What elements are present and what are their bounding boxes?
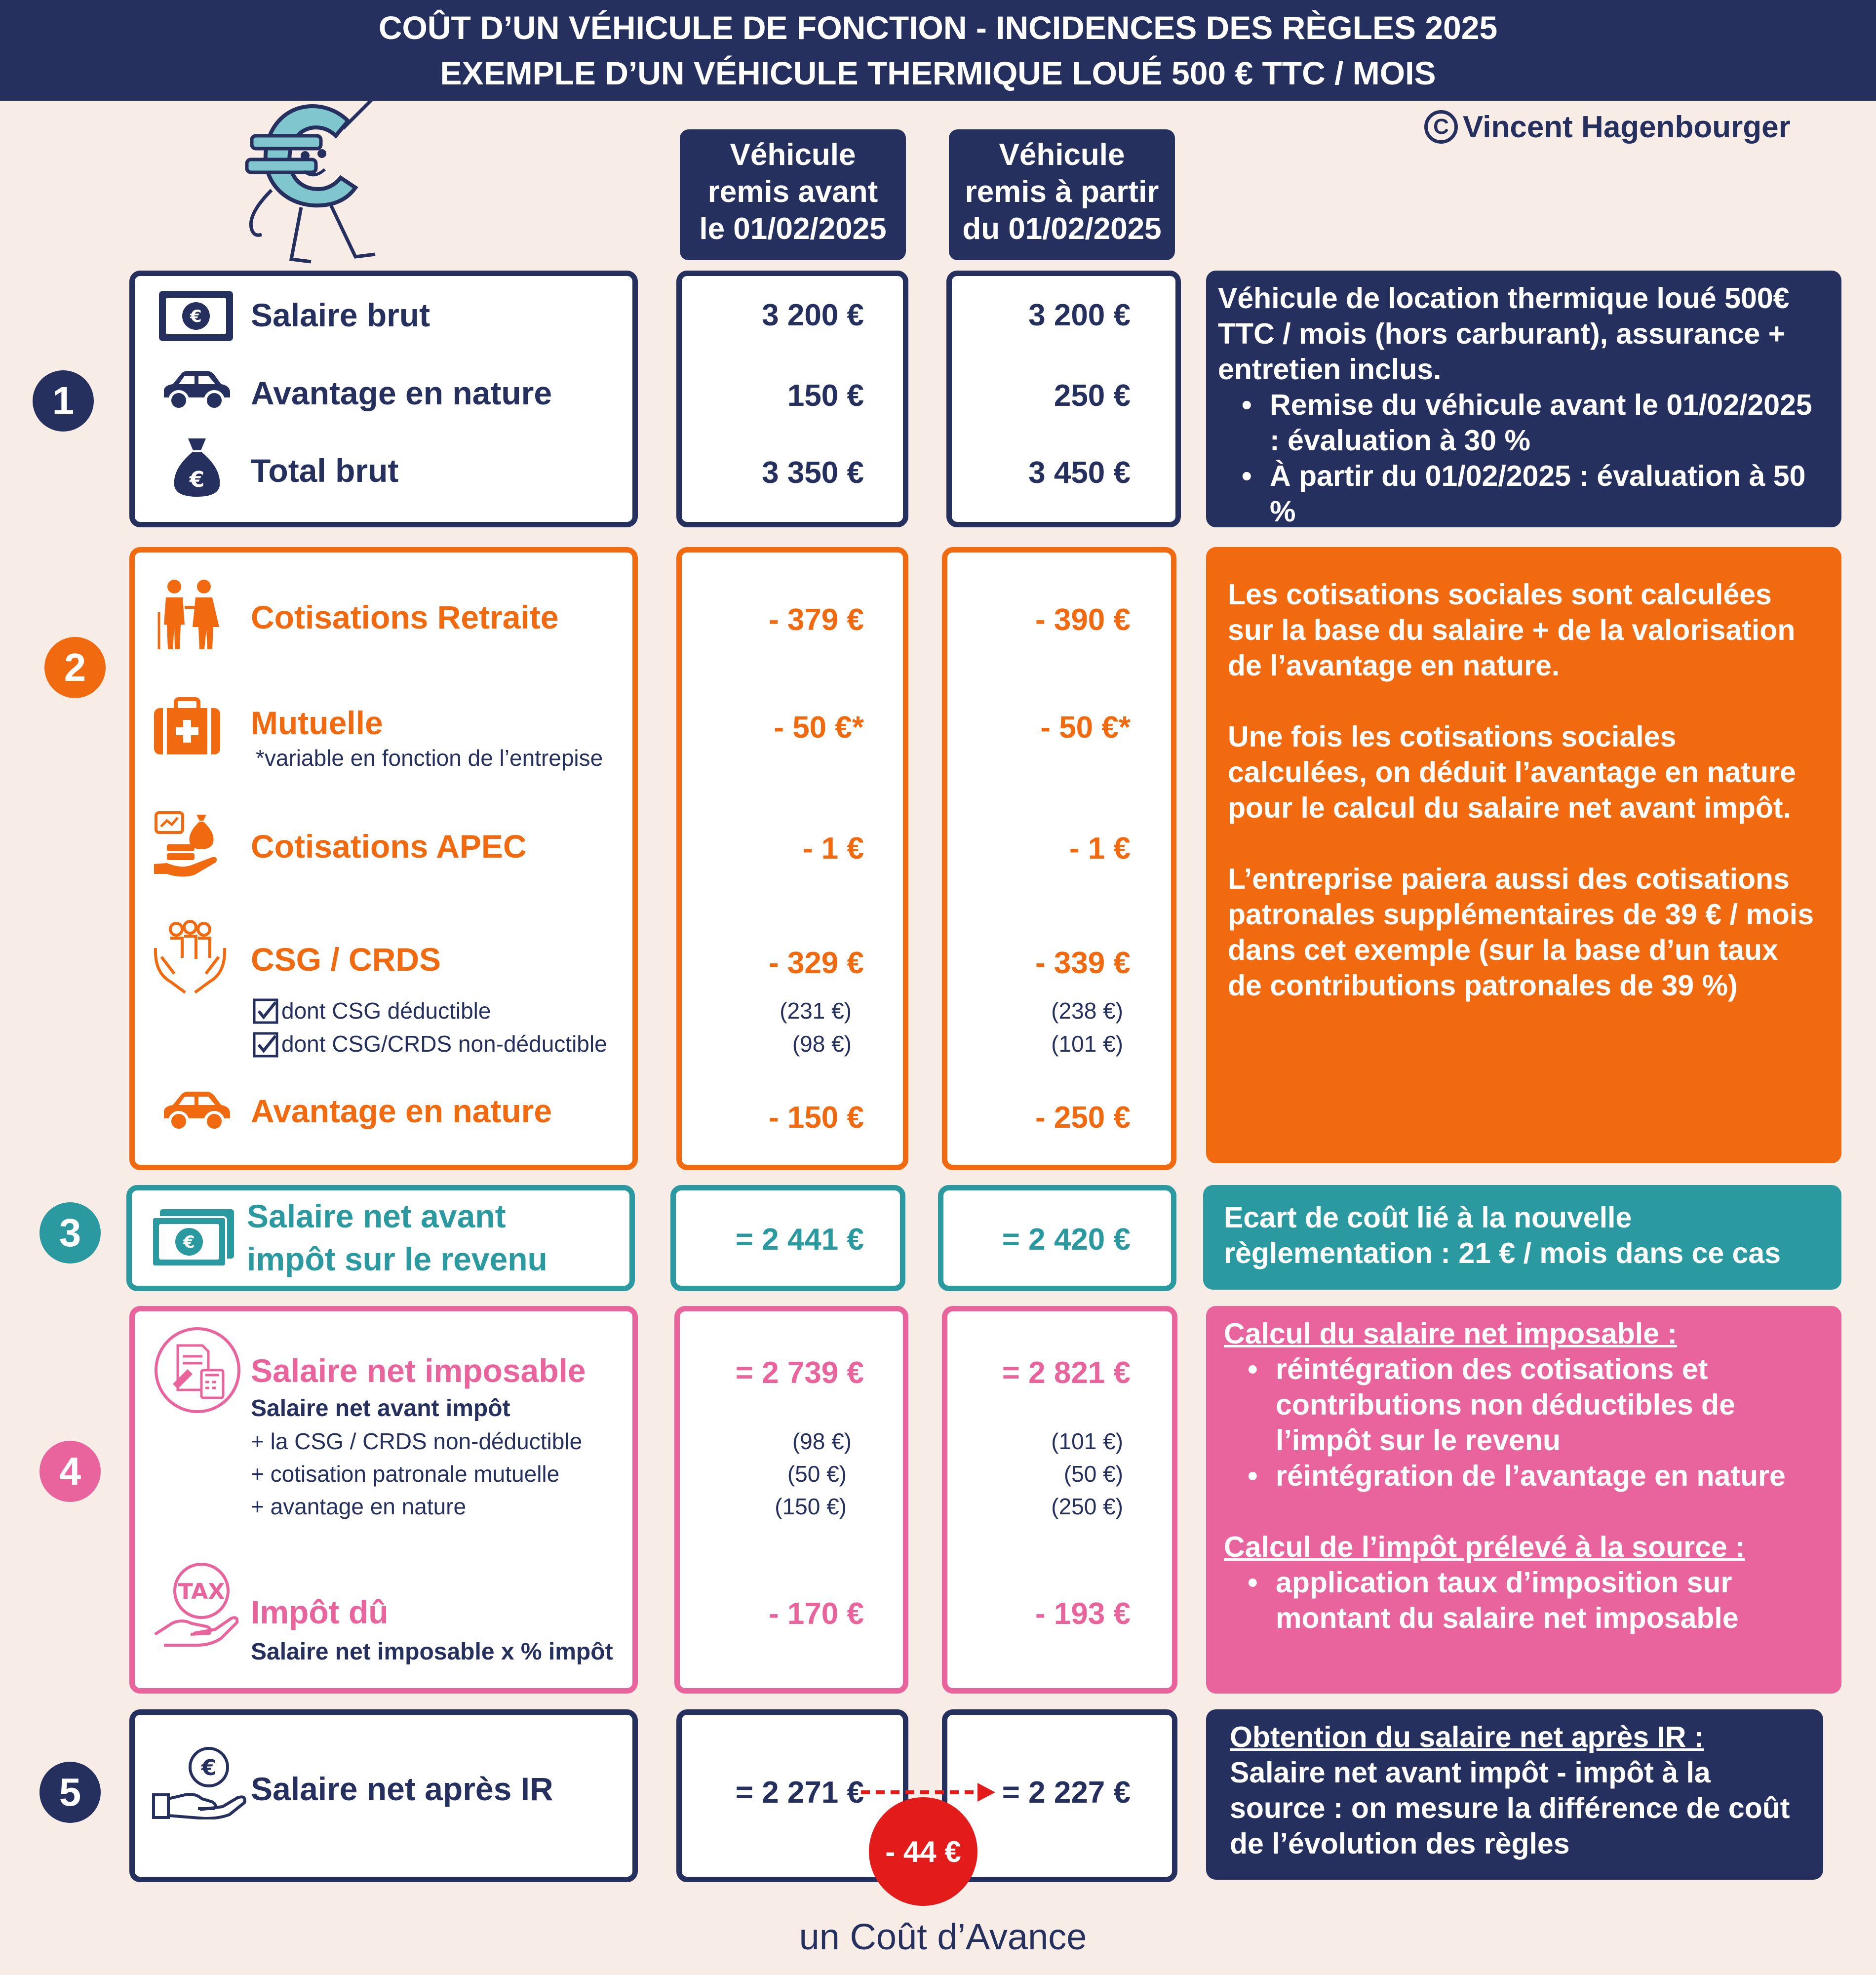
section-5-note [1206,1709,1823,1880]
total-brut-before: 3 350 € [762,456,864,490]
avantage-nature-deduction-after: - 250 € [1035,1101,1131,1135]
salaire-brut-label: Salaire brut [251,297,430,333]
apec-before: - 1 € [802,831,864,866]
payslip-calculator-icon [153,1326,242,1415]
imposable-detail-3-before: (150 €) [775,1494,847,1519]
avantage-nature-after: 250 € [1054,379,1131,413]
svg-text:€: € [201,1755,217,1780]
banknote-icon [150,1207,236,1269]
section-4-note-title-2: Calcul de l’impôt prélevé à la source : [1224,1531,1745,1563]
net-imposable-subtitle: Salaire net avant impôt [251,1395,510,1422]
section-5-note-text: Salaire net avant impôt - impôt à la source : on mesure la différence de coût de l’évolution des règles [1230,1756,1790,1860]
avantage-nature-before: 150 € [787,379,864,413]
mutuelle-before: - 50 €* [774,711,864,745]
mutuelle-after: - 50 €* [1040,711,1131,745]
apec-after: - 1 € [1069,831,1131,866]
csg-before: - 329 € [768,946,864,980]
csg-detail-1-after: (238 €) [1051,998,1123,1024]
section-5-number: 5 [39,1762,101,1823]
car-icon [159,1089,233,1133]
column-header-after: Véhicule remis à partir du 01/02/2025 [949,129,1175,260]
csg-detail-2-after: (101 €) [1051,1031,1123,1057]
impot-du-subtitle: Salaire net imposable x % impôt [251,1639,613,1665]
mutuelle-footnote: *variable en fonction de l’entrepise [256,745,603,771]
csg-detail-2-before: (98 €) [792,1031,852,1057]
section-4-number: 4 [39,1441,101,1502]
tax-hand-icon [152,1560,241,1649]
imposable-detail-1-label: + la CSG / CRDS non-déductible [251,1428,583,1454]
imposable-detail-1-after: (101 €) [1051,1428,1123,1454]
difference-badge: - 44 € [869,1797,977,1906]
section-4-note-bullet-2: • réintégration de l’avantage en nature [1224,1458,1824,1494]
section-2-note [1206,547,1841,1163]
avantage-nature-deduction-before: - 150 € [768,1101,864,1135]
checkbox-checked-icon [253,1032,278,1058]
section-1-note-bullet-1: • Remise du véhicule avant le 01/02/2025 : évaluation à 30 % [1218,387,1830,458]
section-2-note-p3: L’entreprise paiera aussi des cotisations patronales supplémentaires de 39 € / mois dans cet exemple (sur la base d’un taux de contributions patronales de 39 %) [1228,863,1814,1002]
retraite-after: - 390 € [1035,603,1131,637]
net-imposable-before: = 2 739 € [735,1356,864,1390]
section-2-note-p1: Les cotisations sociales sont calculées sur la base du salaire + de la valorisation de l’avantage en nature. [1228,578,1796,682]
impot-du-before: - 170 € [768,1597,864,1631]
imposable-detail-2-after: (50 €) [1063,1461,1123,1487]
salaire-brut-before: 3 200 € [762,298,864,332]
banknote-icon [157,289,235,343]
net-avant-impot-after: = 2 420 € [1002,1223,1131,1257]
brand-footer: un Coût d’Avance [799,1916,1087,1957]
family-hands-icon [151,918,230,997]
copyright-icon: C [1424,110,1458,144]
svg-text:€: € [190,307,202,326]
checkbox-checked-icon [253,998,278,1024]
section-4-note [1206,1306,1841,1694]
section-4-note-title-1: Calcul du salaire net imposable : [1224,1317,1678,1350]
net-imposable-after: = 2 821 € [1002,1356,1131,1390]
mutuelle-label: Mutuelle [251,705,383,741]
imposable-detail-3-label: + avantage en nature [251,1494,467,1519]
csg-label: CSG / CRDS [251,941,441,978]
apec-label: Cotisations APEC [251,828,527,865]
imposable-detail-1-before: (98 €) [792,1428,852,1454]
csg-detail-1-label: dont CSG déductible [281,998,491,1024]
elderly-couple-icon [152,578,226,652]
author-name: Vincent Hagenbourger [1463,110,1791,144]
imposable-detail-2-before: (50 €) [787,1461,847,1487]
column-header-before: Véhicule remis avant le 01/02/2025 [680,129,906,260]
csg-detail-2-label: dont CSG/CRDS non-déductible [281,1031,607,1057]
impot-du-after: - 193 € [1035,1597,1131,1631]
section-1-number: 1 [33,370,94,432]
net-apres-ir-after: = 2 227 € [1002,1776,1131,1810]
total-brut-after: 3 450 € [1028,456,1131,490]
impot-du-label: Impôt dû [251,1594,389,1630]
author-credit [1424,105,1829,149]
section-2-note-p2: Une fois les cotisations sociales calculées, on déduit l’avantage en nature pour le calcul du salaire net avant impôt. [1228,720,1796,824]
header-line-1: COÛT D’UN VÉHICULE DE FONCTION - INCIDENCES DES RÈGLES 2025 [378,9,1498,46]
section-2-number: 2 [44,637,106,698]
medical-kit-icon [152,697,222,756]
avantage-nature-deduction-label: Avantage en nature [251,1093,552,1129]
section-1-note-text: Véhicule de location thermique loué 500€ TTC / mois (hors carburant), assurance + entretien inclus. [1218,282,1790,386]
avantage-nature-label: Avantage en nature [251,375,552,411]
section-5-note-title: Obtention du salaire net après IR : [1230,1721,1704,1753]
salaire-brut-after: 3 200 € [1028,298,1131,332]
contribution-icon [152,810,221,879]
section-4-note-bullet-3: • application taux d’imposition sur montant du salaire net imposable [1224,1565,1824,1636]
imposable-detail-3-after: (250 €) [1051,1494,1123,1519]
euro-mascot-icon [217,67,425,274]
svg-text:€: € [183,1232,195,1252]
svg-text:€: € [189,467,205,492]
section-1-note-bullet-2: • À partir du 01/02/2025 : évaluation à 50 % [1218,458,1830,529]
net-avant-impot-before: = 2 441 € [735,1223,864,1257]
svg-text:TAX: TAX [178,1579,225,1604]
retraite-before: - 379 € [768,603,864,637]
net-apres-ir-before: = 2 271 € [735,1776,864,1810]
total-brut-label: Total brut [251,452,399,489]
net-apres-ir-label: Salaire net après IR [251,1771,553,1807]
section-3-number: 3 [39,1202,101,1264]
car-icon [159,368,233,412]
csg-after: - 339 € [1035,946,1131,980]
section-4-note-bullet-1: • réintégration des cotisations et contributions non déductibles de l’impôt sur le revenu [1224,1351,1824,1458]
euro-hand-icon [151,1745,249,1819]
net-avant-impot-label-1: Salaire net avant [247,1198,506,1234]
net-imposable-label: Salaire net imposable [251,1352,586,1389]
money-bag-icon [170,434,224,499]
imposable-detail-2-label: + cotisation patronale mutuelle [251,1461,560,1487]
section-3-note: Ecart de coût lié à la nouvelle règlementation : 21 € / mois dans ce cas [1203,1185,1841,1290]
header-line-2: EXEMPLE D’UN VÉHICULE THERMIQUE LOUÉ 500 € TTC / MOIS [440,55,1436,91]
csg-detail-1-before: (231 €) [780,998,852,1024]
net-avant-impot-label-2: impôt sur le revenu [247,1241,547,1277]
section-1-note [1206,271,1841,527]
retraite-label: Cotisations Retraite [251,599,559,635]
